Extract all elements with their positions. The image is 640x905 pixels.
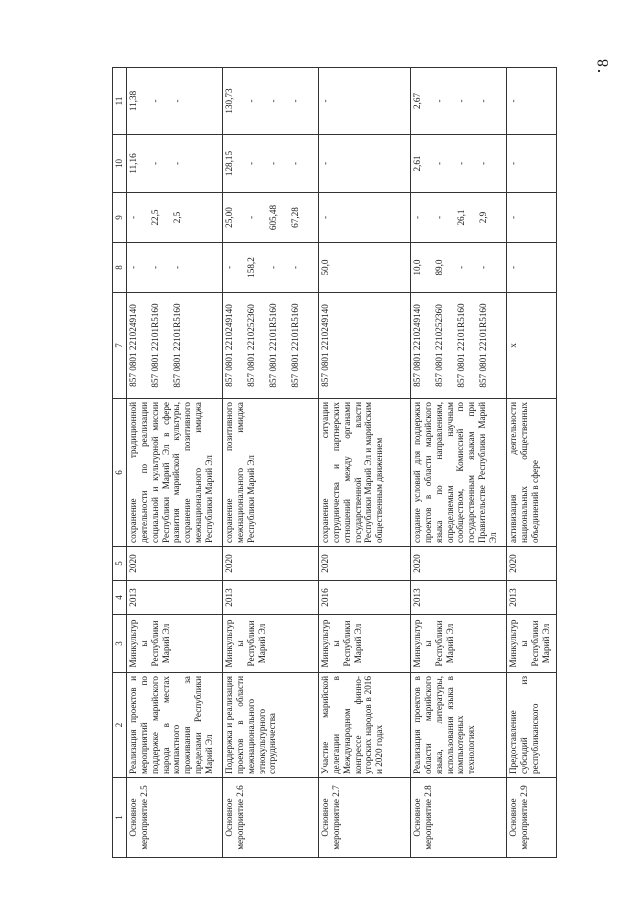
col-header: 3 [113, 615, 127, 673]
cell-c2: Участие марийской делегации в Международном конгрессе финно-угорских народов в 2016 и 2020 годах [319, 673, 411, 778]
cell-value: - [478, 99, 488, 103]
header-row [113, 68, 127, 858]
cell-c3: Минкультуры Республики Марий Эл [507, 615, 557, 673]
cell-c5: 2020 [507, 547, 557, 581]
cell-value: 857 0801 2210252360 [246, 304, 256, 387]
cell-c3: Минкультуры Республики Марий Эл [319, 615, 411, 673]
cell-c10 [319, 135, 411, 193]
cell-value: - [150, 161, 160, 166]
col-header: 5 [113, 547, 127, 581]
cell-c2: Реализация проектов и мероприятий по поддержке марийского народа в местах компактного проживания за пределами Республики Марий Эл [127, 673, 223, 778]
cell-c5: 2020 [223, 547, 319, 581]
cell-c3: Минкультуры Республики Марий Эл [127, 615, 223, 673]
cell-value: - [508, 99, 518, 103]
cell-c11 [507, 68, 557, 135]
cell-value: - [320, 161, 330, 166]
program-table [112, 67, 557, 858]
col-header: 8 [113, 243, 127, 293]
cell-value: 26,1 [456, 209, 466, 226]
cell-c6: сохранение позитивного межнационального имиджа Республики Марий Эл [223, 399, 319, 547]
cell-c5: 2020 [319, 547, 411, 581]
col-header: 1 [113, 778, 127, 858]
cell-c4: 2016 [319, 581, 411, 615]
cell-value: - [268, 265, 278, 270]
cell-value: 2,61 [412, 155, 422, 172]
cell-c11 [411, 68, 507, 135]
table-row [319, 68, 411, 858]
cell-value: - [508, 161, 518, 166]
cell-c5: 2020 [411, 547, 507, 581]
cell-value: 857 0801 22101R5160 [478, 303, 488, 388]
col-header: 10 [113, 135, 127, 193]
rotated-document [112, 68, 602, 858]
cell-value: 128,15 [224, 150, 234, 177]
cell-value: 857 0801 22101R5160 [290, 303, 300, 388]
cell-value: 857 0801 22101R5160 [150, 303, 160, 388]
cell-c4: 2013 [127, 581, 223, 615]
cell-c2: Поддержка и реализация проектов в области межнационального этнокультурного сотрудничества [223, 673, 319, 778]
cell-value: 857 0801 22101R5160 [172, 303, 182, 388]
cell-value: - [412, 215, 422, 220]
cell-c5: 2020 [127, 547, 223, 581]
cell-c1: Основное мероприятие 2.8 [411, 778, 507, 858]
cell-c4: 2013 [507, 581, 557, 615]
cell-value: 158,2 [246, 257, 256, 278]
cell-value: 89,0 [434, 259, 444, 276]
table-row [411, 68, 507, 858]
cell-value: - [434, 161, 444, 166]
cell-c3: Минкультуры Республики Марий Эл [223, 615, 319, 673]
cell-value: - [434, 215, 444, 220]
cell-c2: Предоставление субсидий из республиканского [507, 673, 557, 778]
cell-c8 [223, 243, 319, 293]
cell-value: 857 0801 2210249140 [224, 304, 234, 387]
cell-value: 11,16 [128, 153, 138, 174]
cell-value: - [246, 161, 256, 166]
cell-value: 25,00 [224, 207, 234, 228]
cell-c9 [411, 193, 507, 243]
cell-c4: 2013 [411, 581, 507, 615]
cell-value: - [290, 265, 300, 270]
cell-value: - [128, 215, 138, 220]
col-header: 6 [113, 399, 127, 547]
cell-value: - [290, 161, 300, 166]
cell-value: 10,0 [412, 259, 422, 276]
cell-value: х [508, 343, 518, 348]
cell-c6: сохранение традиционной деятельности по реализации социальной и культурной миссии Республики Марий Эл в сфере развития марийской культуры, сохранение позитивного межнационального имиджа Республики Марий Эл [127, 399, 223, 547]
col-header: 7 [113, 293, 127, 399]
cell-c7 [411, 293, 507, 399]
cell-value: 857 0801 2210249140 [320, 304, 330, 387]
cell-c8 [411, 243, 507, 293]
cell-c7 [507, 293, 557, 399]
cell-c10 [411, 135, 507, 193]
cell-value: 857 0801 2210249140 [128, 304, 138, 387]
cell-c7 [319, 293, 411, 399]
cell-c4: 2013 [223, 581, 319, 615]
cell-value: 857 0801 2210252360 [434, 304, 444, 387]
cell-c2: Реализация проектов в области марийского языка, литературы, использования языка в компьютерных технологиях [411, 673, 507, 778]
cell-c3: Минкультуры Республики Марий Эл [411, 615, 507, 673]
cell-value: - [434, 99, 444, 103]
cell-value: 857 0801 22101R5160 [456, 303, 466, 388]
cell-value: 50,0 [320, 259, 330, 276]
cell-value: - [508, 215, 518, 220]
cell-value: - [290, 99, 300, 103]
cell-value: - [224, 265, 234, 270]
cell-c6: активизация деятельности национальных общественных объединений в сфере [507, 399, 557, 547]
cell-c9 [319, 193, 411, 243]
cell-value: - [172, 161, 182, 166]
col-header: 9 [113, 193, 127, 243]
cell-c1: Основное мероприятие 2.6 [223, 778, 319, 858]
cell-c6: сохранение ситуации сотрудничества и партнерских отношений между органами государственной власти Республики Марий Эл и марийским общественным движением [319, 399, 411, 547]
cell-value: - [128, 265, 138, 270]
cell-c11 [319, 68, 411, 135]
cell-c11 [127, 68, 223, 135]
cell-value: - [172, 265, 182, 270]
cell-value: 857 0801 22101R5160 [268, 303, 278, 388]
cell-c8 [507, 243, 557, 293]
cell-c6: создание условий для поддержки проектов в области марийского языка по направлениям, определяемым научным сообществом, Комиссией по государственным языкам при Правительстве Республики Марий Эл [411, 399, 507, 547]
cell-c1: Основное мероприятие 2.9 [507, 778, 557, 858]
cell-c1: Основное мероприятие 2.7 [319, 778, 411, 858]
cell-c7 [127, 293, 223, 399]
cell-value: 857 0801 2210249140 [412, 304, 422, 387]
cell-value: - [456, 99, 466, 103]
cell-value: - [246, 99, 256, 103]
cell-value: - [508, 265, 518, 270]
cell-c7 [223, 293, 319, 399]
cell-c9 [127, 193, 223, 243]
cell-value: - [246, 215, 256, 220]
cell-value: 2,9 [478, 211, 488, 224]
cell-c10 [223, 135, 319, 193]
cell-value: - [150, 99, 160, 103]
cell-value: - [150, 265, 160, 270]
cell-value: - [456, 161, 466, 166]
cell-c8 [127, 243, 223, 293]
cell-value: - [478, 161, 488, 166]
table-row [507, 68, 557, 858]
cell-c9 [507, 193, 557, 243]
cell-value: - [320, 215, 330, 220]
page-number: 8 [595, 59, 612, 67]
cell-value: 22,5 [150, 209, 160, 226]
cell-value: 605,48 [268, 204, 278, 231]
cell-c10 [507, 135, 557, 193]
cell-value: - [268, 99, 278, 103]
cell-value: - [478, 265, 488, 270]
table-row [223, 68, 319, 858]
cell-value: - [172, 99, 182, 103]
cell-value: - [456, 265, 466, 270]
cell-value: 67,28 [290, 207, 300, 228]
cell-c11 [223, 68, 319, 135]
table-row [127, 68, 223, 858]
cell-value: 2,5 [172, 211, 182, 224]
cell-c10 [127, 135, 223, 193]
cell-c1: Основное мероприятие 2.5 [127, 778, 223, 858]
col-header: 2 [113, 673, 127, 778]
cell-c8 [319, 243, 411, 293]
cell-value: 130,73 [224, 88, 234, 114]
cell-c9 [223, 193, 319, 243]
cell-value: - [268, 161, 278, 166]
col-header: 11 [113, 68, 127, 135]
cell-value: - [320, 99, 330, 103]
cell-value: 11,38 [128, 90, 138, 112]
col-header: 4 [113, 581, 127, 615]
cell-value: 2,67 [412, 92, 422, 110]
